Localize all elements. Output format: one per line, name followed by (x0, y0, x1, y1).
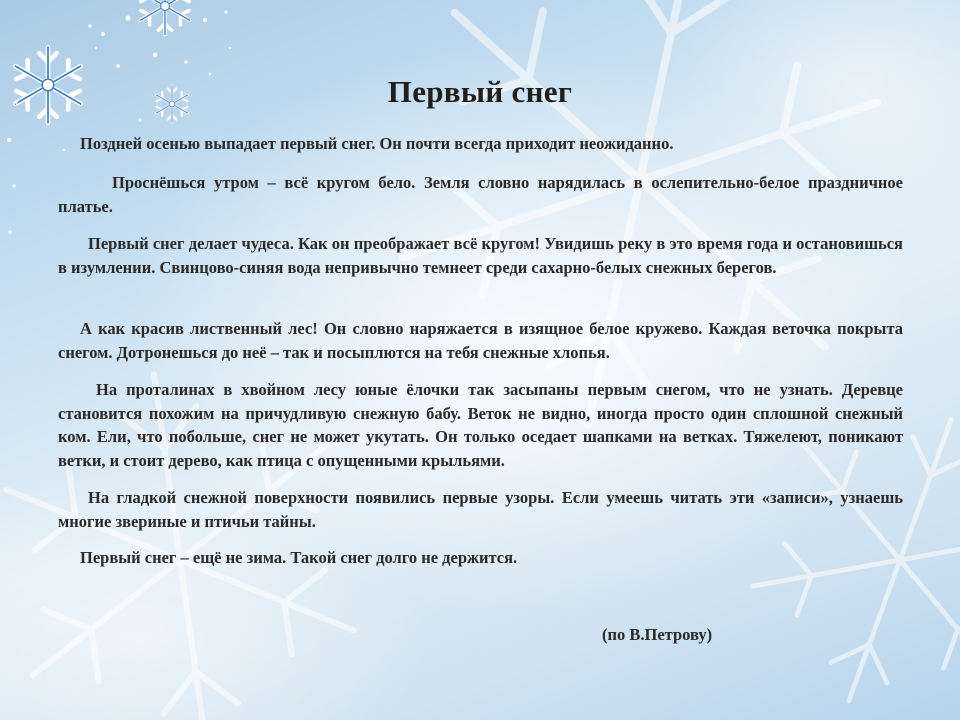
page-title: Первый снег (387, 74, 573, 109)
paragraph-5: На проталинах в хвойном лесу юные ёлочки так засыпаны первым снегом, что не узнать. Деревце становится похожим на причудливую снежную бабу. Веток не видно, иногда просто один сплошной снежный ком. Ели, что побольше, снег не может укутать. Он только оседает шапками на ветках. Тяжелеют, поникают ветки, и стоит дерево, как птица с опущенными крыльями. (58, 380, 903, 470)
paragraph-3: Первый снег делает чудеса. Как он преображает всё кругом! Увидишь реку в это время года и остановишься в изумлении. Свинцово-синяя вода непривычно темнеет среди сахарно-белых снежных берегов. (58, 234, 903, 277)
paragraph-1: Поздней осенью выпадает первый снег. Он почти всегда приходит неожиданно. (80, 134, 674, 153)
paragraph-7: Первый снег – ещё не зима. Такой снег долго не держится. (80, 548, 518, 567)
paragraph-6: На гладкой снежной поверхности появились первые узоры. Если умеешь читать эти «записи», узнаешь многие звериные и птичьи тайны. (58, 488, 903, 531)
paragraph-4: А как красив лиственный лес! Он словно наряжается в изящное белое кружево. Каждая веточка покрыта снегом. Дотронешься до неё – так и посыплются на тебя снежные хлопья. (58, 319, 903, 362)
paragraph-2: Проснёшься утром – всё кругом бело. Земля словно нарядилась в ослепительно-белое праздничное платье. (58, 173, 903, 216)
attribution: (по В.Петрову) (602, 625, 713, 644)
snowflake-icon (140, 0, 190, 35)
